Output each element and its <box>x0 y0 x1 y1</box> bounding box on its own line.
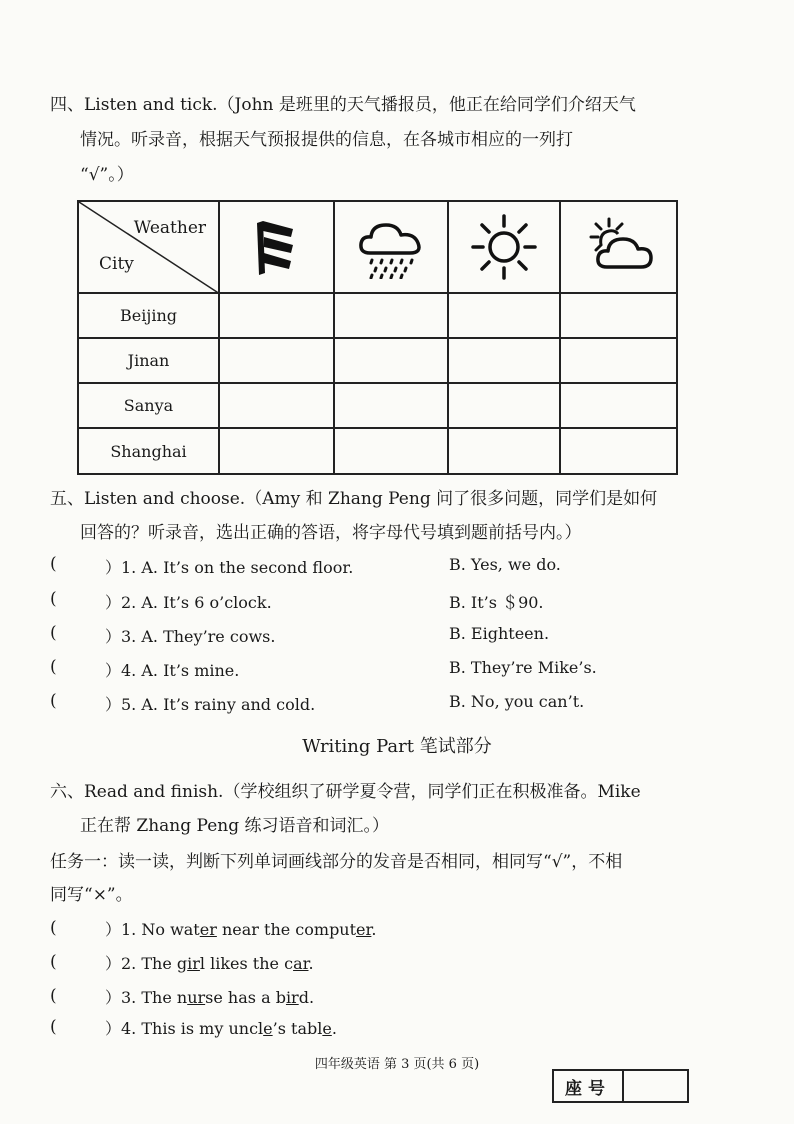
q5-2-option-b: B. It’s ＄90. <box>449 593 544 612</box>
answer-bracket[interactable]: ( <box>50 952 57 972</box>
answer-bracket[interactable]: ( <box>50 918 57 938</box>
partly-cloudy-icon <box>583 215 655 279</box>
tick-cell[interactable] <box>219 338 334 383</box>
windy-flag-icon <box>247 217 307 277</box>
answer-bracket[interactable]: ( <box>50 554 57 574</box>
section5-instruction-line1: 五、Listen and choose.（Amy 和 Zhang Peng 问了很多问题，同学们是如何 <box>50 489 658 509</box>
tick-cell[interactable] <box>560 293 677 338</box>
weather-col-rainy <box>334 201 448 293</box>
answer-bracket[interactable]: ( <box>50 589 57 609</box>
section4-instruction-line2: 情况。听录音，根据天气预报提供的信息，在各城市相应的一列打 <box>80 130 573 150</box>
tick-cell[interactable] <box>334 383 448 428</box>
answer-bracket[interactable]: ( <box>50 623 57 643</box>
section6-instruction-line2: 正在帮 Zhang Peng 练习语音和词汇。） <box>80 816 390 836</box>
q5-5-option-b: B. No, you can’t. <box>449 692 585 711</box>
sunny-icon <box>469 212 539 282</box>
weather-col-windy <box>219 201 334 293</box>
city-jinan: Jinan <box>78 338 219 383</box>
seat-number-label: 座号 <box>554 1071 624 1101</box>
q5-1-option-b: B. Yes, we do. <box>449 555 561 574</box>
seat-number-field[interactable] <box>624 1071 687 1101</box>
q5-3-option-a: ）3. A. They’re cows. <box>105 627 276 646</box>
tick-cell[interactable] <box>560 338 677 383</box>
city-sanya: Sanya <box>78 383 219 428</box>
header-city-label: City <box>99 254 134 274</box>
tick-cell[interactable] <box>448 383 560 428</box>
answer-bracket[interactable]: ( <box>50 691 57 711</box>
tick-cell[interactable] <box>334 428 448 474</box>
section6-instruction-line1: 六、Read and finish.（学校组织了研学夏令营，同学们正在积极准备。Mike <box>50 782 641 802</box>
table-header-corner <box>78 201 219 293</box>
q5-5-option-a: ）5. A. It’s rainy and cold. <box>105 695 316 714</box>
weather-col-partly-cloudy <box>560 201 677 293</box>
seat-number-box <box>552 1069 689 1103</box>
tick-cell[interactable] <box>334 293 448 338</box>
tick-cell[interactable] <box>219 428 334 474</box>
section4-instruction-line1: 四、Listen and tick.（John 是班里的天气播报员，他正在给同学们介绍天气 <box>50 95 636 115</box>
q5-4-option-b: B. They’re Mike’s. <box>449 658 597 677</box>
phonics-item-3: ）3. The nurse has a bird. <box>105 988 315 1007</box>
phonics-item-2: ）2. The girl likes the car. <box>105 954 314 973</box>
q5-1-option-a: ）1. A. It’s on the second floor. <box>105 558 354 577</box>
city-shanghai: Shanghai <box>78 428 219 474</box>
phonics-item-4: ）4. This is my uncle’s table. <box>105 1019 337 1038</box>
tick-cell[interactable] <box>560 383 677 428</box>
tick-cell[interactable] <box>219 383 334 428</box>
rainy-cloud-icon <box>356 215 426 279</box>
q5-2-option-a: ）2. A. It’s 6 o’clock. <box>105 593 272 612</box>
phonics-item-1: ）1. No water near the computer. <box>105 920 377 939</box>
tick-cell[interactable] <box>560 428 677 474</box>
tick-cell[interactable] <box>448 338 560 383</box>
answer-bracket[interactable]: ( <box>50 1017 57 1037</box>
header-weather-label: Weather <box>133 218 206 238</box>
q5-4-option-a: ）4. A. It’s mine. <box>105 661 240 680</box>
task1-instruction-line2: 同写“×”。 <box>50 885 133 905</box>
city-beijing: Beijing <box>78 293 219 338</box>
answer-bracket[interactable]: ( <box>50 986 57 1006</box>
tick-cell[interactable] <box>334 338 448 383</box>
tick-cell[interactable] <box>219 293 334 338</box>
tick-cell[interactable] <box>448 293 560 338</box>
weather-col-sunny <box>448 201 560 293</box>
diagonal-line <box>79 202 220 294</box>
task1-instruction-line1: 任务一：读一读，判断下列单词画线部分的发音是否相同，相同写“√”，不相 <box>50 852 623 872</box>
page-footer: 四年级英语 第 3 页(共 6 页) <box>314 1057 480 1072</box>
q5-3-option-b: B. Eighteen. <box>449 624 550 643</box>
weather-table <box>77 200 678 475</box>
writing-part-title: Writing Part 笔试部分 <box>302 736 492 757</box>
section5-instruction-line2: 回答的？听录音，选出正确的答语，将字母代号填到题前括号内。） <box>80 523 582 543</box>
section4-instruction-line3: “√”。） <box>80 165 134 185</box>
answer-bracket[interactable]: ( <box>50 657 57 677</box>
tick-cell[interactable] <box>448 428 560 474</box>
